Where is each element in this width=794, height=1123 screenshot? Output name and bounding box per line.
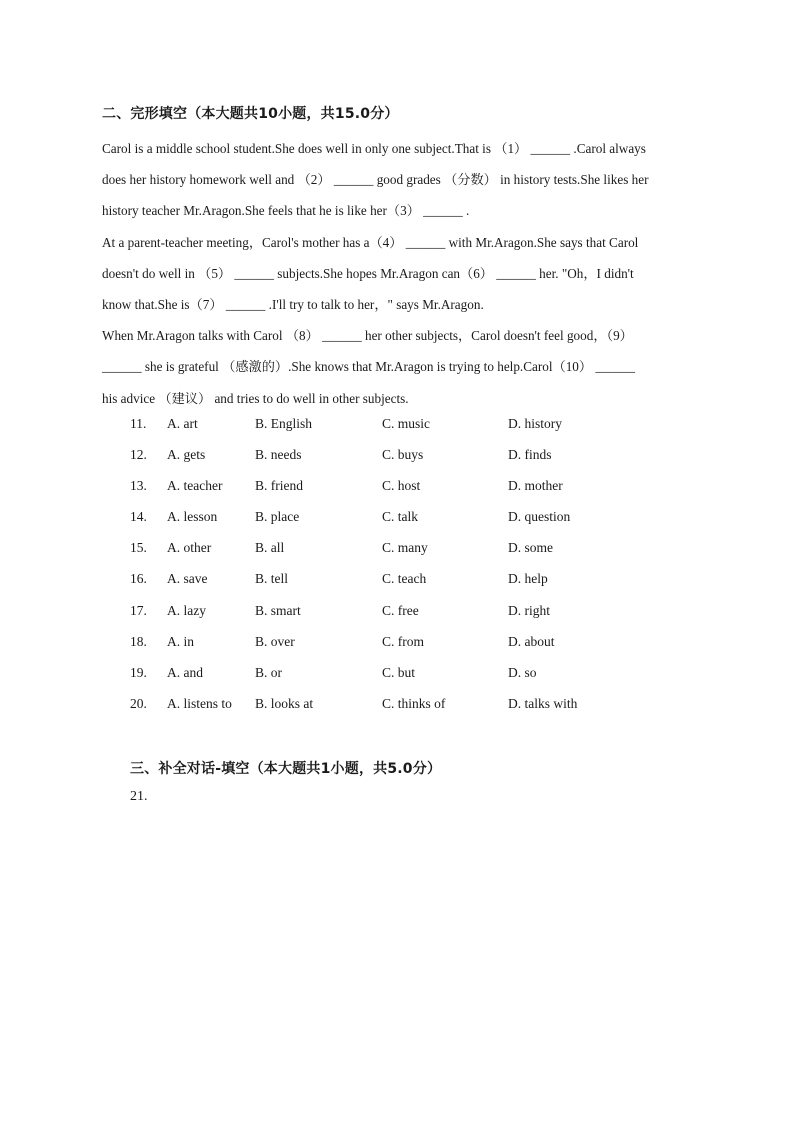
passage-line: history teacher Mr.Aragon.She feels that he is like her（3） ______ . (102, 203, 470, 219)
option-a: A. lazy (167, 602, 206, 618)
option-b: B. smart (255, 602, 301, 618)
question-number: 16. (130, 571, 147, 587)
option-a: A. art (167, 416, 198, 431)
option-a: A. listens to (167, 695, 232, 711)
option-c: C. from (382, 633, 424, 649)
options-list (130, 410, 650, 721)
option-c: C. teach (382, 571, 427, 587)
question-number: 13. (130, 478, 147, 494)
question-row (130, 503, 650, 534)
question-number: 12. (130, 447, 147, 463)
option-b: B. over (255, 633, 295, 649)
question-row (130, 565, 650, 596)
question-number: 19. (130, 664, 147, 680)
option-b: B. tell (255, 571, 288, 587)
question-row (130, 472, 650, 503)
option-a: A. and (167, 664, 203, 680)
option-b: B. English (255, 416, 313, 431)
cloze-passage (102, 133, 698, 414)
option-a: A. in (167, 633, 194, 649)
question-row (130, 597, 650, 628)
option-c: C. buys (382, 447, 424, 463)
option-a: A. save (167, 571, 208, 587)
option-d: D. talks with (508, 695, 578, 711)
option-b: B. needs (255, 447, 302, 463)
option-a: A. teacher (167, 478, 223, 494)
option-c: C. free (382, 602, 419, 618)
option-b: B. place (255, 509, 300, 525)
option-d: D. history (508, 416, 562, 431)
question-row (130, 690, 650, 721)
passage-line: does her history homework well and （2） ______ good grades （分数） in history tests.She likes her (102, 172, 649, 188)
question-row (130, 659, 650, 690)
passage-line: Carol is a middle school student.She does well in only one subject.That is （1） ______ .Carol always (102, 141, 646, 156)
option-b: B. or (255, 664, 282, 680)
question-21-number: 21. (130, 789, 148, 804)
option-a: A. lesson (167, 509, 218, 525)
option-c: C. talk (382, 509, 418, 525)
passage-line: ______ she is grateful （感激的）.She knows that Mr.Aragon is trying to help.Carol（10） ______ (102, 359, 635, 375)
option-c: C. thinks of (382, 695, 446, 711)
option-a: A. other (167, 540, 212, 556)
section-2-title: 二、完形填空（本大题共10小题，共15.0分） (102, 106, 399, 122)
option-d: D. help (508, 571, 548, 587)
option-d: D. some (508, 540, 553, 556)
question-row (130, 410, 650, 441)
option-b: B. all (255, 540, 285, 556)
option-c: C. many (382, 540, 428, 556)
option-d: D. finds (508, 447, 552, 463)
passage-line: know that.She is（7） ______ .I'll try to talk to her，" says Mr.Aragon. (102, 296, 484, 312)
section-3-title: 三、补全对话-填空（本大题共1小题，共5.0分） (130, 761, 442, 777)
question-row (130, 534, 650, 565)
option-d: D. question (508, 509, 571, 525)
option-b: B. friend (255, 478, 303, 494)
question-number: 20. (130, 695, 147, 711)
option-c: C. music (382, 416, 431, 431)
question-number: 17. (130, 602, 147, 618)
question-row (130, 628, 650, 659)
question-number: 15. (130, 540, 147, 556)
passage-line: At a parent-teacher meeting，Carol's mother has a（4） ______ with Mr.Aragon.She says that Carol (102, 234, 639, 250)
option-b: B. looks at (255, 695, 314, 711)
passage-line: When Mr.Aragon talks with Carol （8） ______ her other subjects，Carol doesn't feel good，（9） (102, 328, 633, 344)
option-a: A. gets (167, 447, 206, 463)
option-c: C. but (382, 664, 416, 680)
question-number: 18. (130, 633, 147, 649)
option-d: D. right (508, 602, 550, 618)
passage-line: doesn't do well in （5） ______ subjects.She hopes Mr.Aragon can（6） ______ her. "Oh，I didn't (102, 265, 634, 281)
question-number: 11. (130, 416, 147, 431)
option-d: D. about (508, 633, 555, 649)
option-d: D. so (508, 664, 537, 680)
option-c: C. host (382, 478, 421, 494)
question-row (130, 441, 650, 472)
option-d: D. mother (508, 478, 563, 494)
passage-line: his advice （建议） and tries to do well in other subjects. (102, 390, 409, 406)
question-number: 14. (130, 509, 147, 525)
